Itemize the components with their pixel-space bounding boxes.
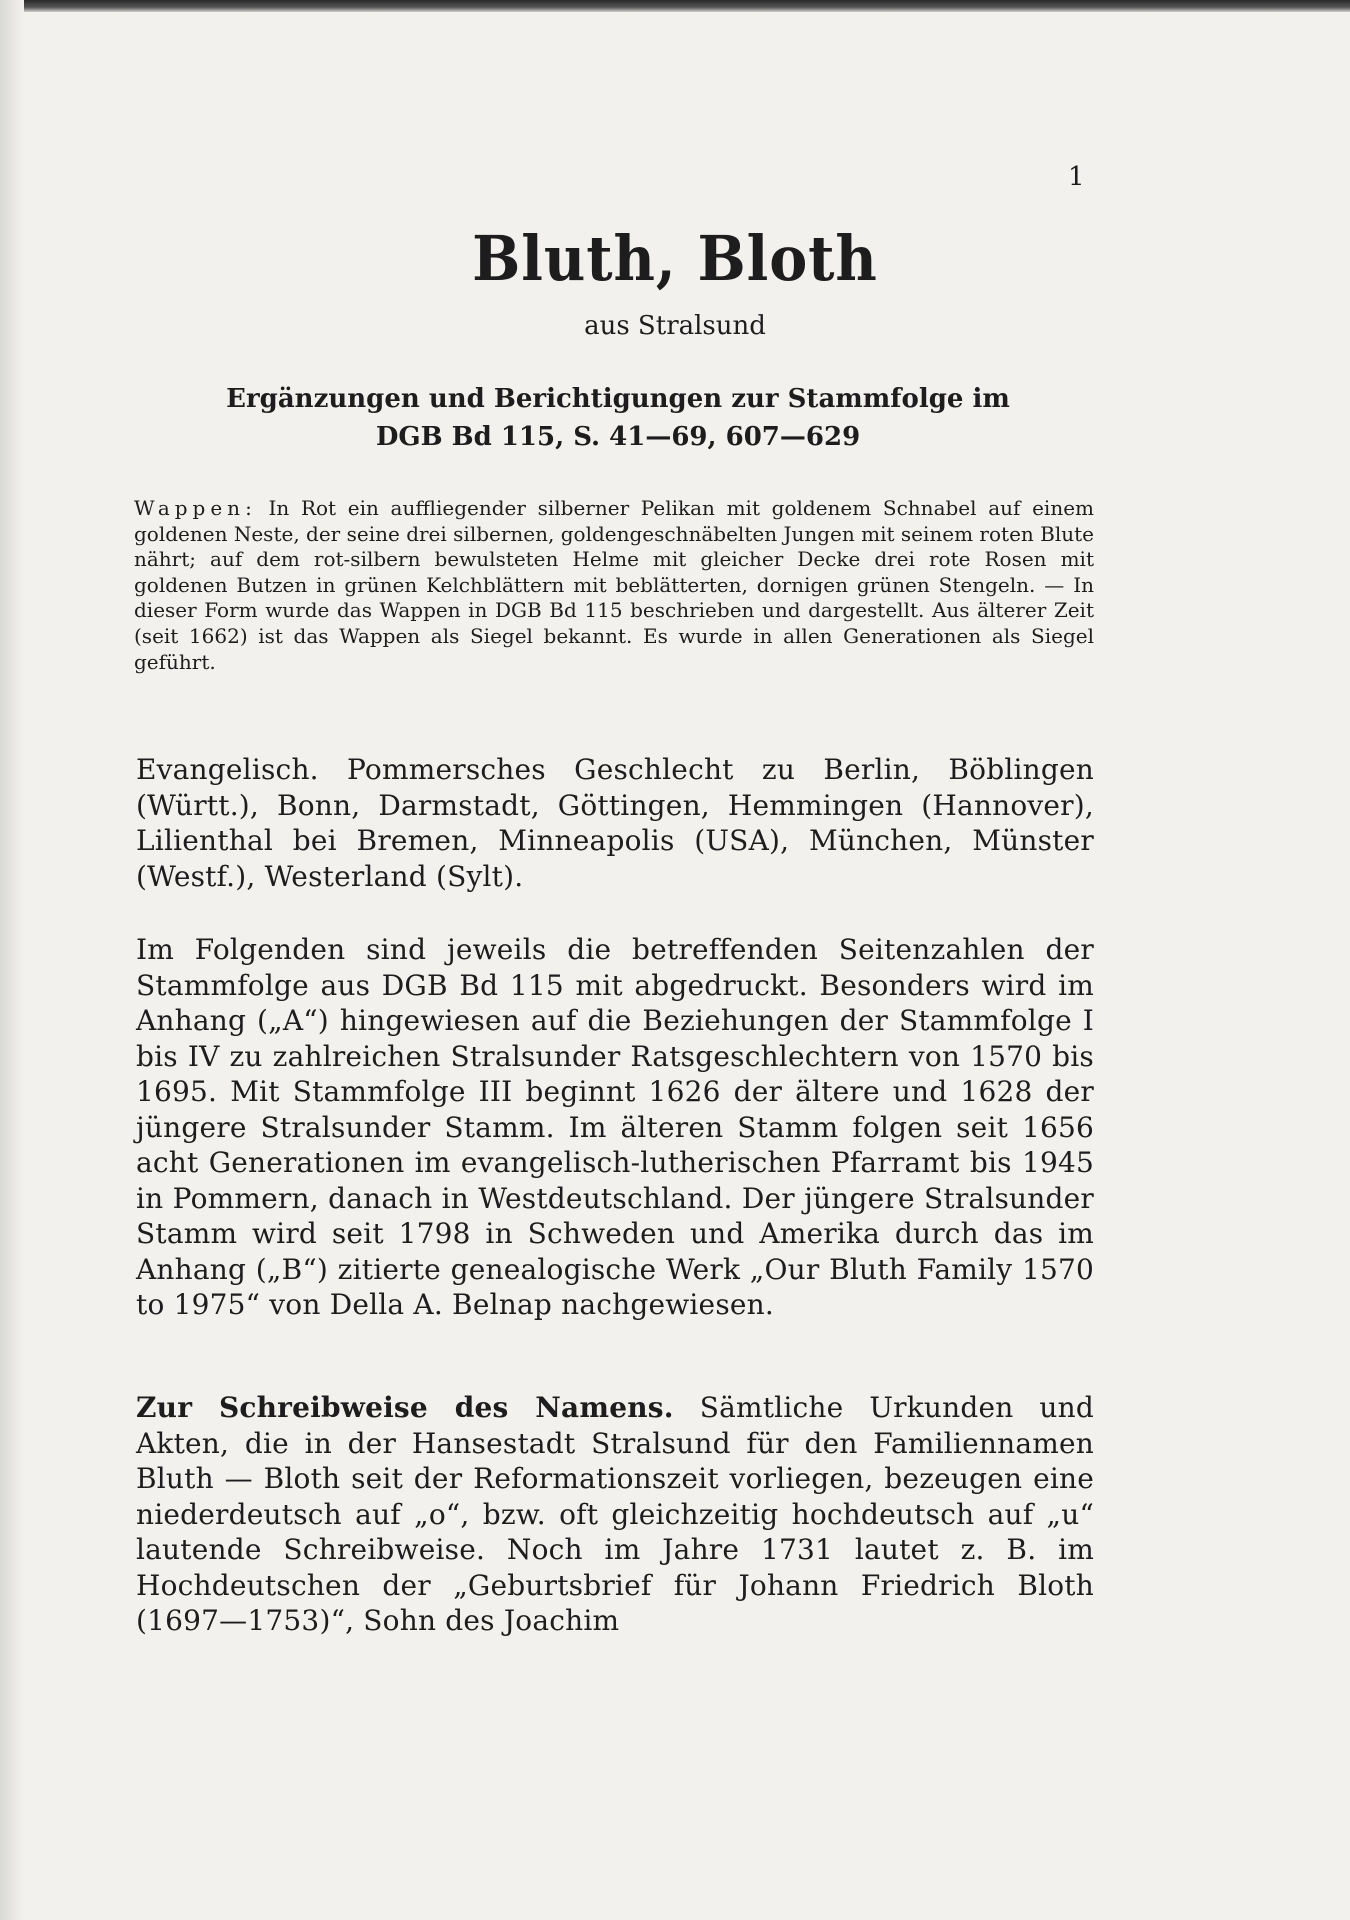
page-number: 1 [1068,162,1085,192]
paragraph-spelling [136,1390,1094,1639]
paragraph-stammfolge: Im Folgenden sind jeweils die betreffenden Seitenzahlen der Stammfolge aus DGB Bd 115 mit abgedruckt. Besonders wird im Anhang („A“) hingewiesen auf die Beziehungen der Stammfolge I bis IV zu zahlreichen Stralsunder Ratsgeschlechtern von 1570 bis 1695. Mit Stammfolge III beginnt 1626 der ältere und 1628 der jüngere Stralsunder Stamm. Im älteren Stamm folgen seit 1656 acht Generationen im evangelisch-lutherischen Pfarramt bis 1945 in Pommern, danach in Westdeutschland. Der jüngere Stralsunder Stamm wird seit 1798 in Schweden und Amerika durch das im Anhang („B“) zitierte genealogische Werk „Our Bluth Family 1570 to 1975“ von Della A. Belnap nachgewiesen. [136,933,1094,1321]
section-heading-line-1: Ergänzungen und Berichtigungen zur Stammfolge im [226,384,1010,414]
page-title: Bluth, Bloth [472,222,878,295]
section-heading-line-2: DGB Bd 115, S. 41—69, 607—629 [375,422,861,452]
scan-left-edge [0,0,24,1920]
page-subtitle: aus Stralsund [584,311,766,341]
paragraph-spelling-text: Sämtliche Urkunden und Akten, die in der Hansestadt Stralsund für den Familiennamen Bluth — Bloth seit der Reformationszeit vorliegen, bezeugen eine niederdeutsch auf „o“, bzw. oft gleichzeitig hochdeutsch auf „u“ lautende Schreibweise. Noch im Jahre 1731 lautet z. B. im Hochdeutschen der „Geburtsbrief für Johann Friedrich Bloth (1697—1753)“, Sohn des Joachim [136,1391,1095,1637]
paragraph-locations: Evangelisch. Pommersches Geschlecht zu Berlin, Böblingen (Württ.), Bonn, Darmstadt, Göttingen, Hemmingen (Hannover), Lilienthal bei Bremen, Minneapolis (USA), München, Münster (Westf.), Westerland (Sylt). [136,753,1094,893]
section-heading [138,380,1098,456]
paragraph-spelling-lead: Zur Schreibweise des Namens. [136,1391,674,1424]
coat-of-arms-description [134,496,1094,675]
scan-top-edge [0,0,1350,12]
coat-of-arms-text: In Rot ein auffliegender silberner Pelikan mit goldenem Schnabel auf einem goldenen Neste, der seine drei silbernen, goldengeschnäbelten Jungen mit seinem roten Blute nährt; auf dem rot-silbern bewulsteten Helme mit gleicher Decke drei rote Rosen mit goldenen Butzen in grünen Kelchblättern mit beblätterten, dornigen grünen Stengeln. — In dieser Form wurde das Wappen in DGB Bd 115 beschrieben und dargestellt. Aus älterer Zeit (seit 1662) ist das Wappen als Siegel bekannt. Es wurde in allen Generationen als Siegel geführt. [134,496,1094,674]
coat-of-arms-label: Wappen: [134,496,257,520]
